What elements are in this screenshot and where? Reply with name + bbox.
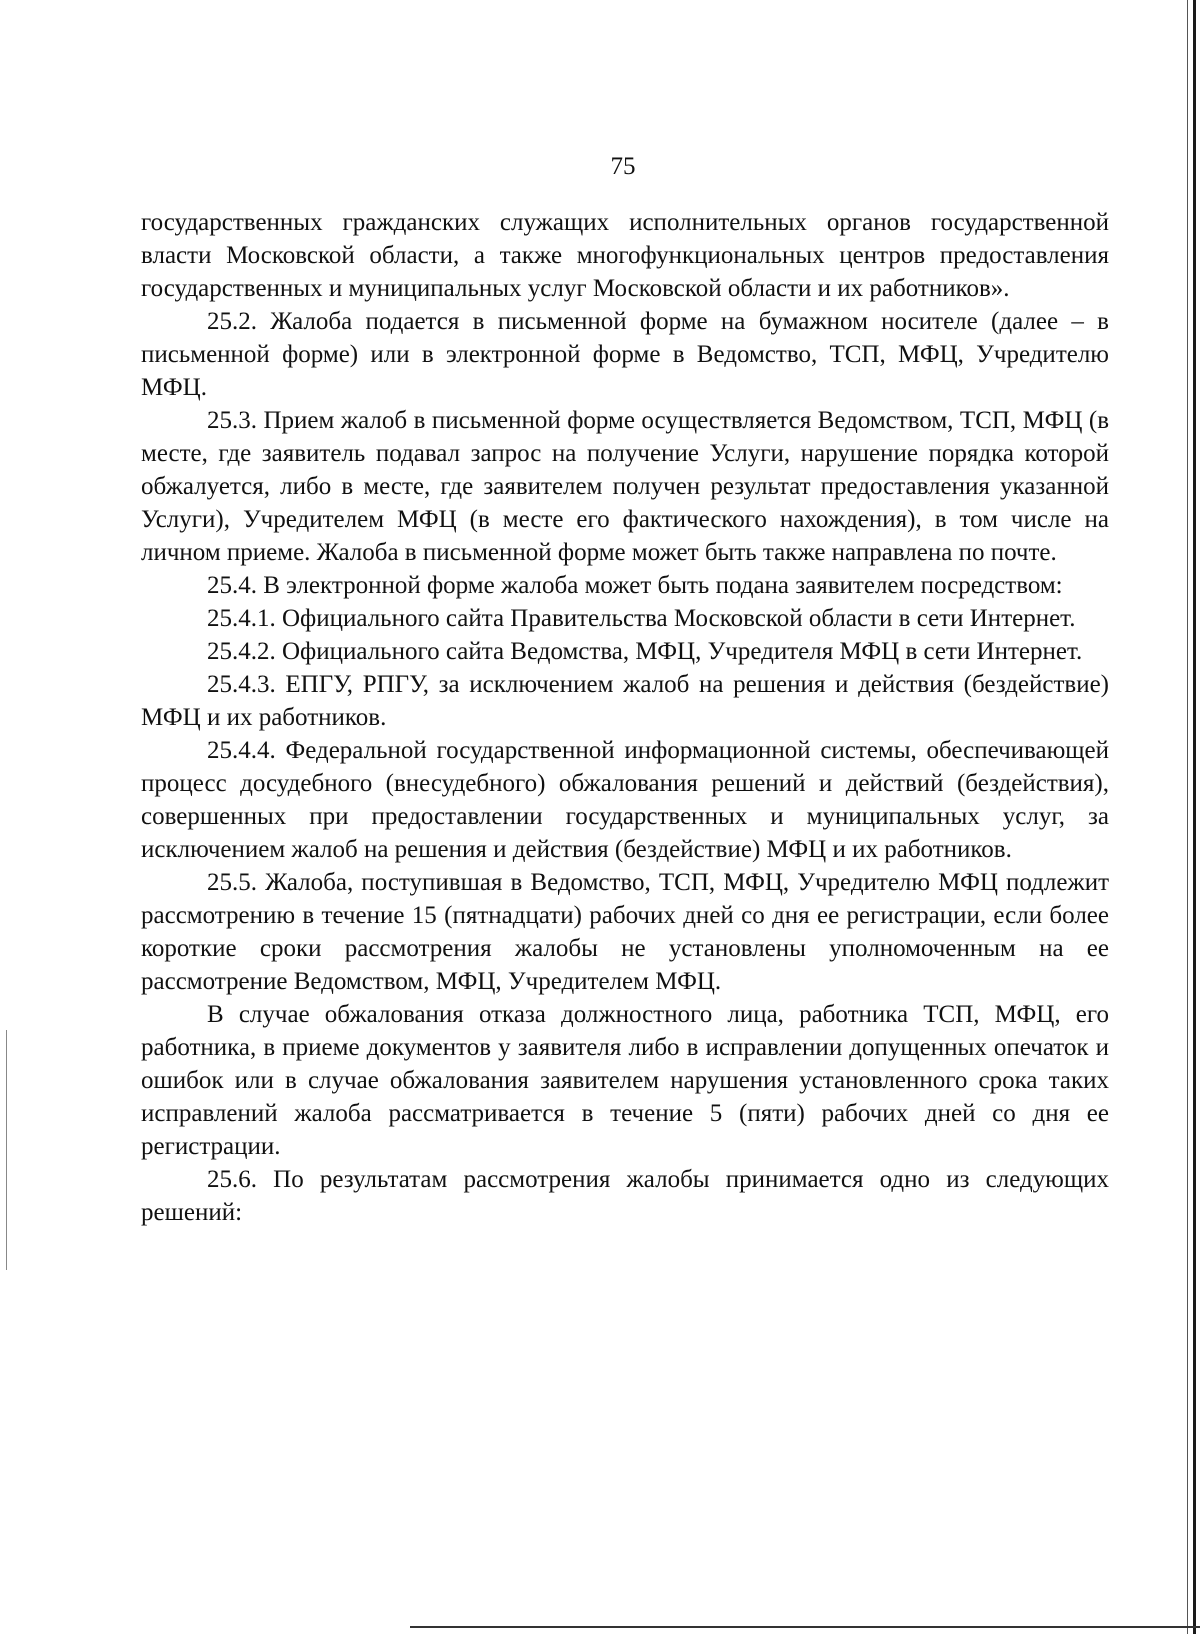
scan-edge-right bbox=[1193, 0, 1196, 1634]
paragraph-continuation: государственных гражданских служащих исполнительных органов государственной власти Московской области, а также многофункциональных центров предоставления государственных и муниципальных услуг Московской области и их работников». bbox=[141, 209, 1109, 302]
paragraph-25-2: 25.2. Жалоба подается в письменной форме на бумажном носителе (далее – в письменной форме) или в электронной форме в Ведомство, ТСП, МФЦ, Учредителю МФЦ. bbox=[141, 308, 1109, 401]
paragraph-25-5: 25.5. Жалоба, поступившая в Ведомство, ТСП, МФЦ, Учредителю МФЦ подлежит рассмотрению в течение 15 (пятнадцати) рабочих дней со дня ее регистрации, если более короткие сроки рассмотрения жалобы не установлены уполномоченным на ее рассмотрение Ведомством, МФЦ, Учредителем МФЦ. bbox=[141, 869, 1109, 995]
paragraph-25-4-1: 25.4.1. Официального сайта Правительства Московской области в сети Интернет. bbox=[207, 605, 1076, 632]
paragraph-25-3: 25.3. Прием жалоб в письменной форме осуществляется Ведомством, ТСП, МФЦ (в месте, где заявитель подавал запрос на получение Услуги, нарушение порядка которой обжалуется, либо в месте, где заявителем получен результат предоставления указанной Услуги), Учредителем МФЦ (в месте его фактического нахождения), в том числе на личном приеме. Жалоба в письменной форме может быть также направлена по почте. bbox=[141, 407, 1109, 566]
paragraph-25-4-3: 25.4.3. ЕПГУ, РПГУ, за исключением жалоб на решения и действия (бездействие) МФЦ и их работников. bbox=[141, 671, 1109, 731]
paragraph-25-4-4: 25.4.4. Федеральной государственной информационной системы, обеспечивающей процесс досудебного (внесудебного) обжалования решений и действий (бездействия), совершенных при предоставлении государственных и муниципальных услуг, за исключением жалоб на решения и действия (бездействие) МФЦ и их работников. bbox=[141, 737, 1109, 863]
scan-edge-right-inner bbox=[1187, 0, 1188, 1634]
document-body bbox=[141, 206, 1109, 1229]
paragraph-25-4: 25.4. В электронной форме жалоба может быть подана заявителем посредством: bbox=[207, 572, 1063, 599]
paragraph-25-4-2: 25.4.2. Официального сайта Ведомства, МФЦ, Учредителя МФЦ в сети Интернет. bbox=[207, 638, 1083, 665]
paragraph-25-6: 25.6. По результатам рассмотрения жалобы принимается одно из следующих решений: bbox=[141, 1166, 1109, 1226]
paragraph-25-5-appeal: В случае обжалования отказа должностного лица, работника ТСП, МФЦ, его работника, в приеме документов у заявителя либо в исправлении допущенных опечаток и ошибок или в случае обжалования заявителем нарушения установленного срока таких исправлений жалоба рассматривается в течение 5 (пяти) рабочих дней со дня ее регистрации. bbox=[141, 1001, 1109, 1160]
scan-edge-left bbox=[6, 1030, 7, 1270]
page-number: 75 bbox=[610, 153, 636, 180]
scan-edge-bottom bbox=[410, 1626, 1200, 1628]
